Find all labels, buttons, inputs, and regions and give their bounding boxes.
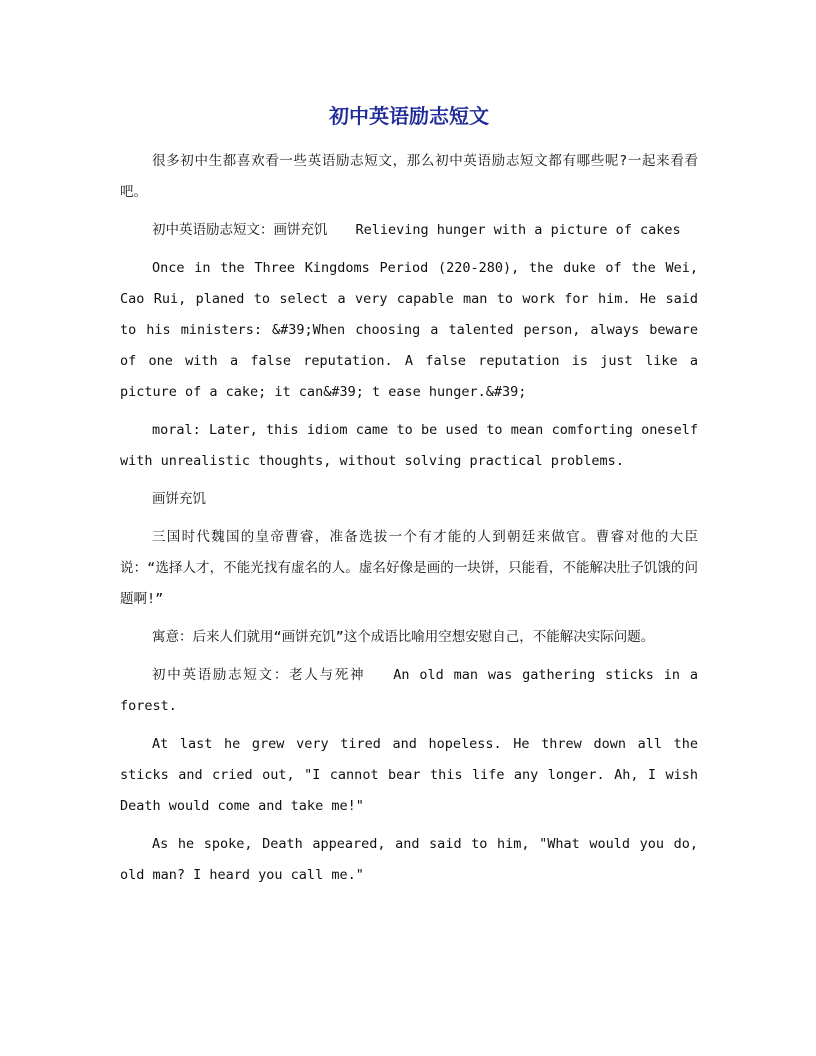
document-title: 初中英语励志短文 (329, 104, 489, 128)
section1-heading-cn: 初中英语励志短文：画饼充饥 (152, 222, 328, 238)
section1-moral-cn: 寓意：后来人们就用“画饼充饥”这个成语比喻用空想安慰自己，不能解决实际问题。 (152, 629, 655, 645)
section2-heading (120, 660, 698, 722)
intro-paragraph: 很多初中生都喜欢看一些英语励志短文，那么初中英语励志短文都有哪些呢?一起来看看吧。 (120, 153, 698, 200)
section2-paragraph-1: At last he grew very tired and hopeless. He threw down all the sticks and cried out, "I cannot bear this life any longer. Ah, I wish Death would come and take me!" (120, 736, 698, 814)
section1-heading (120, 215, 698, 246)
section1-moral-en: moral: Later, this idiom came to be used to mean comforting oneself with unrealistic thoughts, without solving practical problems. (120, 422, 698, 469)
section2-paragraph-2: As he spoke, Death appeared, and said to him, "What would you do, old man? I heard you call me." (120, 836, 698, 883)
section2-heading-cn: 初中英语励志短文：老人与死神 (152, 667, 366, 683)
section1-heading-cn-short: 画饼充饥 (152, 491, 206, 507)
section1-story-en: Once in the Three Kingdoms Period (220-280), the duke of the Wei, Cao Rui, planed to select a very capable man to work for him. He said to his ministers: &#39;When choosing a talented person, always beware of one with a false reputation. A false reputation is just like a picture of a cake; it can&#39; t ease hunger.&#39; (120, 260, 698, 400)
section1-heading-en: Relieving hunger with a picture of cakes (355, 222, 681, 238)
document-body (120, 100, 698, 898)
section2-heading-en: An old man was gathering sticks in a forest. (120, 667, 698, 714)
section1-story-cn: 三国时代魏国的皇帝曹睿，准备选拔一个有才能的人到朝廷来做官。曹睿对他的大臣说：“选择人才，不能光找有虚名的人。虚名好像是画的一块饼，只能看，不能解决肚子饥饿的问题啊!” (120, 529, 698, 607)
